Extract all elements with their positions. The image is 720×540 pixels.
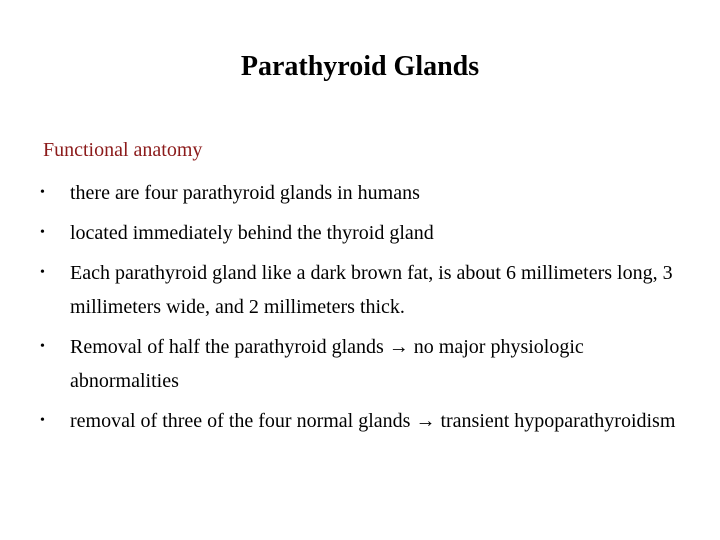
bullet-item — [40, 404, 680, 438]
section-heading: Functional anatomy — [43, 139, 203, 161]
bullet-item — [40, 330, 680, 398]
slide-title: Parathyroid Glands — [240, 51, 480, 82]
bullet-text: located immediately behind the thyroid gland — [70, 222, 434, 244]
bullet-list — [40, 176, 680, 444]
bullet-marker: • — [40, 265, 45, 280]
bullet-item — [40, 216, 680, 250]
bullet-text: Removal of half the parathyroid glands → no major physiologic abnormalities — [70, 336, 584, 392]
bullet-text: Each parathyroid gland like a dark brown fat, is about 6 millimeters long, 3 millimeters wide, and 2 millimeters thick. — [70, 262, 673, 318]
bullet-text: removal of three of the four normal glands → transient hypoparathyroidism — [70, 410, 676, 432]
bullet-item — [40, 176, 680, 210]
bullet-marker: • — [40, 339, 45, 354]
bullet-marker: • — [40, 413, 45, 428]
bullet-text: there are four parathyroid glands in humans — [70, 182, 420, 204]
bullet-marker: • — [40, 185, 45, 200]
bullet-item — [40, 256, 680, 324]
bullet-marker: • — [40, 225, 45, 240]
